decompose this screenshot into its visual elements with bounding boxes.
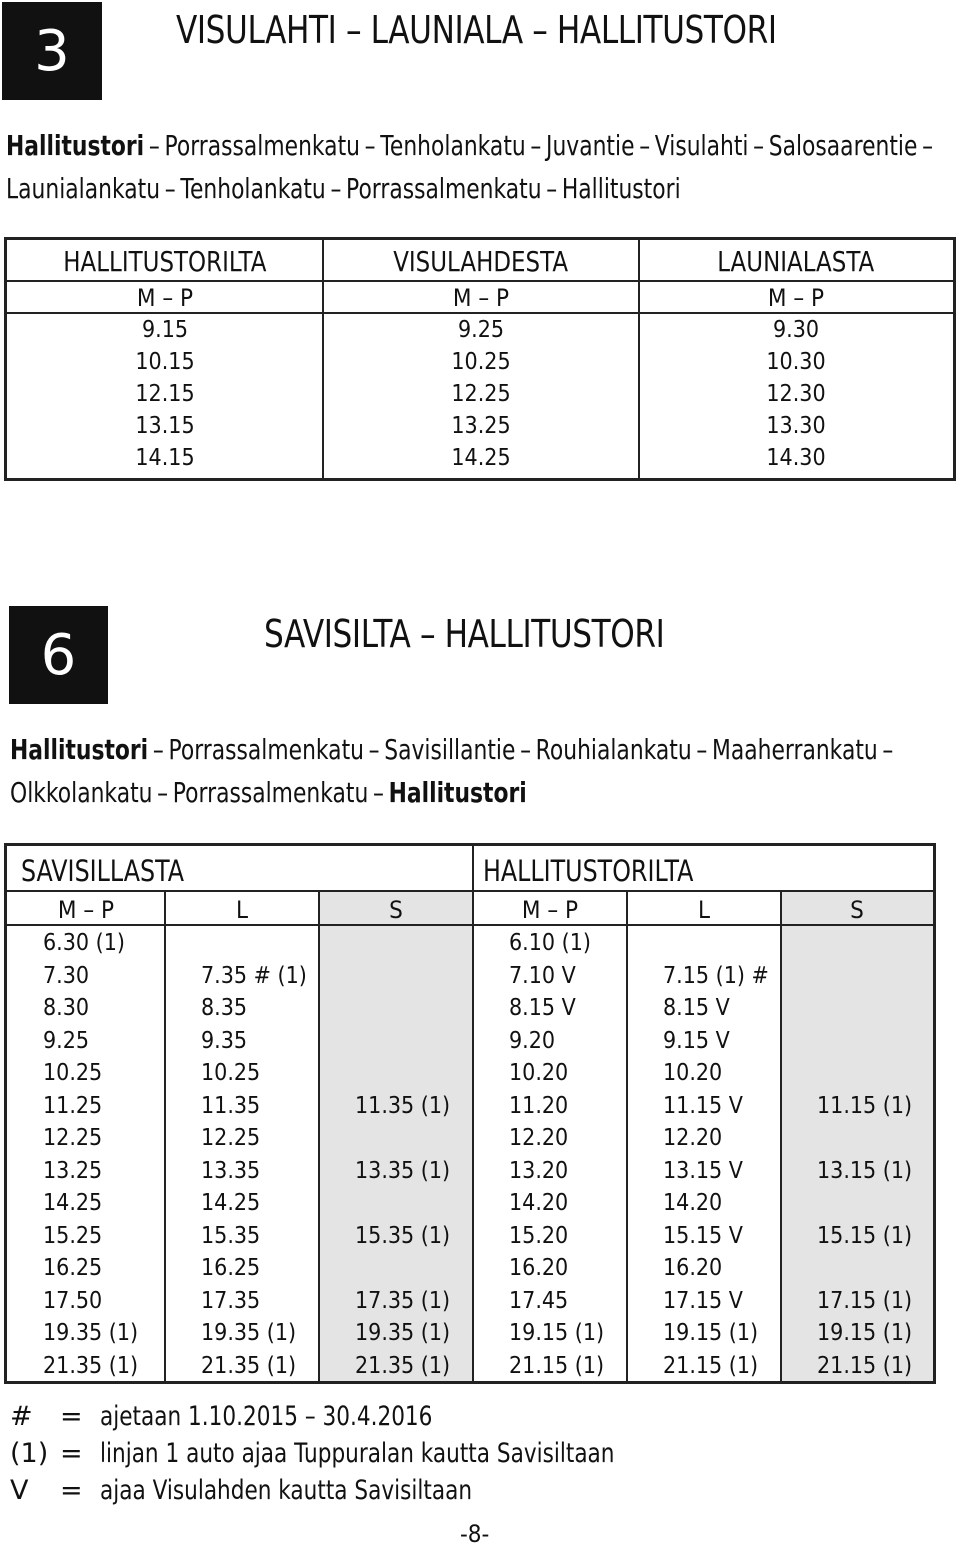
stop-separator: – [148, 129, 160, 162]
departure-time: 14.20 [663, 1190, 723, 1216]
departure-time: 15.15 (1) [817, 1222, 913, 1249]
departure-time: 14.25 [201, 1190, 261, 1216]
column-header [323, 240, 639, 282]
stop-separator: – [696, 733, 708, 766]
departure-time: 9.25 [457, 317, 505, 343]
legend-text: linjan 1 auto ajaa Tuppuralan kautta Savisiltaan [100, 1438, 615, 1469]
departure-time: 13.15 [135, 413, 195, 439]
departure-time: 9.15 [141, 317, 189, 343]
timetable [4, 843, 936, 1384]
departure-time: 8.15 V [663, 995, 730, 1021]
departure-time: 11.35 (1) [355, 1092, 451, 1119]
departure-time: 6.30 (1) [43, 930, 125, 956]
day-divider [781, 924, 933, 926]
departure-time: 12.20 [509, 1125, 569, 1151]
departure-time: 11.35 [201, 1092, 261, 1119]
route-number-badge [9, 606, 108, 704]
column-divider [626, 892, 628, 1381]
group-header: SAVISILLASTA [21, 854, 185, 888]
departure-time: 13.25 [451, 413, 511, 439]
departure-time: 14.25 [451, 445, 511, 471]
departure-time [781, 959, 933, 992]
stop-separator: – [164, 172, 176, 205]
departure-time: 21.15 (1) [509, 1352, 605, 1379]
departure-time [319, 1251, 473, 1284]
departure-time: 19.15 (1) [817, 1320, 913, 1346]
stop-name: Hallitustori [388, 776, 527, 809]
legend-row [10, 1472, 743, 1509]
stop-separator: – [368, 733, 380, 766]
stop-separator: – [157, 776, 169, 809]
departure-time: 19.35 (1) [201, 1320, 297, 1346]
legend-key: # [10, 1401, 33, 1432]
departure-time: 12.15 [135, 381, 195, 407]
stops-line-1 [6, 124, 938, 167]
timetable-column [781, 892, 933, 1381]
stop-separator: – [753, 129, 765, 162]
day-label: M – P [57, 896, 115, 924]
timetable-column [7, 240, 323, 478]
departure-time: 11.15 (1) [817, 1092, 913, 1119]
route-title: SAVISILTA – HALLITUSTORI [264, 612, 665, 656]
route-title: VISULAHTI – LAUNIALA – HALLITUSTORI [176, 8, 777, 52]
departure-time: 21.35 (1) [201, 1352, 297, 1379]
departure-time: 14.30 [766, 445, 826, 471]
departure-time: 8.35 [201, 995, 248, 1021]
day-label: M – P [639, 282, 953, 314]
departure-time: 19.35 (1) [43, 1320, 139, 1346]
departure-time: 21.35 (1) [43, 1352, 139, 1379]
departure-time: 13.15 V [663, 1157, 743, 1184]
departure-time: 12.30 [766, 381, 826, 407]
route-number-badge [2, 2, 102, 100]
departure-time [781, 1121, 933, 1154]
timetable-column [165, 892, 319, 1381]
group-header: HALLITUSTORILTA [483, 854, 694, 888]
departure-time: 21.15 (1) [817, 1352, 913, 1379]
departure-time [319, 959, 473, 992]
departure-time: 11.15 V [663, 1092, 743, 1119]
stop-name: Maaherrankatu [711, 733, 878, 766]
departure-time: 7.35 # (1) [201, 962, 307, 989]
day-divider [319, 924, 473, 926]
day-divider [473, 924, 627, 926]
departure-time: 6.10 (1) [509, 930, 591, 956]
departure-time: 10.20 [509, 1060, 569, 1086]
day-label: L [697, 896, 711, 924]
legend-row [10, 1435, 743, 1472]
stop-separator: – [152, 733, 164, 766]
stop-name: Juvantie [546, 129, 635, 162]
timetable [4, 237, 956, 481]
stop-name: Launialankatu [6, 172, 161, 205]
day-divider [627, 924, 781, 926]
departure-time: 14.15 [135, 445, 195, 471]
column-header-text: VISULAHDESTA [393, 245, 569, 278]
timetable-column [627, 892, 781, 1381]
route-number: 6 [40, 622, 77, 688]
departure-time: 11.20 [509, 1092, 569, 1119]
stop-name: Olkkolankatu [10, 776, 153, 809]
stop-name: Porrassalmenkatu [346, 172, 542, 205]
route-number: 3 [34, 18, 70, 84]
stop-name: Porrassalmenkatu [168, 733, 364, 766]
departure-time [319, 1186, 473, 1219]
column-header [639, 240, 953, 282]
departure-time [781, 926, 933, 959]
stop-separator: – [530, 129, 542, 162]
legend-equals: = [60, 1475, 83, 1506]
departure-time: 15.20 [509, 1222, 569, 1249]
departure-time: 16.20 [509, 1255, 569, 1281]
stop-name: Tenholankatu [380, 129, 526, 162]
column-divider [164, 892, 166, 1381]
departure-time [319, 991, 473, 1024]
departure-time: 14.20 [509, 1190, 569, 1216]
legend-equals: = [60, 1401, 83, 1432]
departure-time: 13.25 [43, 1157, 103, 1184]
stop-name: Tenholankatu [180, 172, 326, 205]
departure-time: 12.20 [663, 1125, 723, 1151]
legend-equals: = [60, 1438, 83, 1469]
day-label: M – P [323, 282, 639, 314]
column-divider [638, 240, 640, 478]
legend-row [10, 1398, 743, 1435]
departure-time: 7.15 (1) # [663, 962, 769, 989]
departure-time: 17.45 [509, 1287, 569, 1314]
departure-time [781, 1056, 933, 1089]
column-divider [322, 240, 324, 478]
stop-separator: – [546, 172, 558, 205]
route-stops [6, 124, 938, 210]
departure-time [319, 1056, 473, 1089]
stop-name: Porrassalmenkatu [172, 776, 369, 809]
departure-time: 10.20 [663, 1060, 723, 1086]
stop-separator: – [639, 129, 651, 162]
legend-key: V [10, 1475, 29, 1506]
legend-text: ajetaan 1.10.2015 – 30.4.2016 [100, 1401, 433, 1432]
departure-time: 12.25 [451, 381, 511, 407]
departure-time: 17.35 [201, 1287, 261, 1314]
stop-name: Porrassalmenkatu [164, 129, 360, 162]
departure-time: 16.25 [43, 1255, 103, 1281]
departure-time: 17.35 (1) [355, 1287, 451, 1314]
stops-line-2 [6, 167, 938, 210]
departure-time: 7.30 [43, 962, 90, 989]
departure-time [165, 926, 319, 959]
route-stops [10, 728, 898, 814]
departure-time: 17.15 (1) [817, 1287, 913, 1314]
column-header-text: HALLITUSTORILTA [63, 245, 267, 278]
departure-time: 10.25 [43, 1060, 103, 1086]
departure-time: 19.15 (1) [509, 1320, 605, 1346]
departure-time: 19.15 (1) [663, 1320, 759, 1346]
departure-time: 16.25 [201, 1255, 261, 1281]
departure-time: 15.25 [43, 1222, 103, 1249]
departure-time: 8.30 [43, 995, 90, 1021]
departure-time: 9.35 [201, 1027, 248, 1054]
departure-time [319, 1121, 473, 1154]
departure-time: 19.35 (1) [355, 1320, 451, 1346]
departure-time: 13.35 [201, 1157, 261, 1184]
departure-time: 10.25 [201, 1060, 261, 1086]
timetable-column [639, 240, 953, 478]
stop-name: Salosaarentie [768, 129, 918, 162]
stop-separator: – [520, 733, 531, 766]
departure-time: 13.35 (1) [355, 1157, 451, 1184]
departure-time [781, 1186, 933, 1219]
stops-line-1 [10, 728, 898, 771]
departure-time: 10.25 [451, 349, 511, 375]
departure-time: 13.20 [509, 1157, 569, 1184]
timetable-column [473, 892, 627, 1381]
stop-name: Visulahti [654, 129, 749, 162]
legend [10, 1398, 743, 1509]
departure-time: 21.35 (1) [355, 1352, 451, 1379]
departure-time [781, 1024, 933, 1057]
departure-time [781, 991, 933, 1024]
departure-time: 13.30 [766, 413, 826, 439]
column-divider [472, 846, 474, 1381]
column-divider [780, 892, 782, 1381]
timetable-column [7, 892, 165, 1381]
column-header [7, 240, 323, 282]
departure-time: 14.25 [43, 1190, 103, 1216]
departure-time: 7.10 V [509, 962, 576, 989]
timetable-column [323, 240, 639, 478]
legend-key: (1) [10, 1438, 49, 1469]
stop-name: Hallitustori [6, 129, 145, 162]
day-label: S [389, 896, 403, 924]
column-divider [318, 892, 320, 1381]
departure-time [627, 926, 781, 959]
stop-separator: – [882, 733, 894, 766]
departure-time: 11.25 [43, 1092, 103, 1119]
departure-time: 10.30 [766, 349, 826, 375]
departure-time [781, 1251, 933, 1284]
day-divider [165, 924, 319, 926]
timetable-column [319, 892, 473, 1381]
departure-time: 10.15 [135, 349, 195, 375]
departure-time: 15.35 (1) [355, 1222, 451, 1249]
departure-time [319, 1024, 473, 1057]
departure-time: 9.20 [509, 1027, 556, 1054]
stop-separator: – [364, 129, 376, 162]
legend-text: ajaa Visulahden kautta Savisiltaan [100, 1475, 473, 1506]
departure-time: 12.25 [201, 1125, 261, 1151]
day-label: L [235, 896, 249, 924]
day-label: M – P [521, 896, 579, 924]
departure-time [319, 926, 473, 959]
departure-time: 17.15 V [663, 1287, 743, 1314]
departure-time: 9.25 [43, 1027, 90, 1054]
departure-time: 9.30 [772, 317, 820, 343]
stop-name: Hallitustori [10, 733, 149, 766]
stops-line-2 [10, 771, 898, 814]
column-header-text: LAUNIALASTA [717, 245, 875, 278]
departure-time: 8.15 V [509, 995, 576, 1021]
day-divider [7, 924, 165, 926]
departure-time: 9.15 V [663, 1027, 730, 1054]
stop-name: Rouhialankatu [535, 733, 692, 766]
departure-time: 16.20 [663, 1255, 723, 1281]
stop-name: Hallitustori [561, 172, 681, 205]
day-label: M – P [7, 282, 323, 314]
day-label: S [850, 896, 864, 924]
departure-time: 12.25 [43, 1125, 103, 1151]
stop-separator: – [372, 776, 384, 809]
departure-time: 17.50 [43, 1287, 103, 1314]
departure-time: 21.15 (1) [663, 1352, 759, 1379]
departure-time: 13.15 (1) [817, 1157, 913, 1184]
page-number: -8- [460, 1520, 490, 1548]
departure-time: 15.15 V [663, 1222, 743, 1249]
stop-separator: – [330, 172, 342, 205]
stop-separator: – [922, 129, 934, 162]
departure-time: 15.35 [201, 1222, 261, 1249]
stop-name: Savisillantie [384, 733, 516, 766]
